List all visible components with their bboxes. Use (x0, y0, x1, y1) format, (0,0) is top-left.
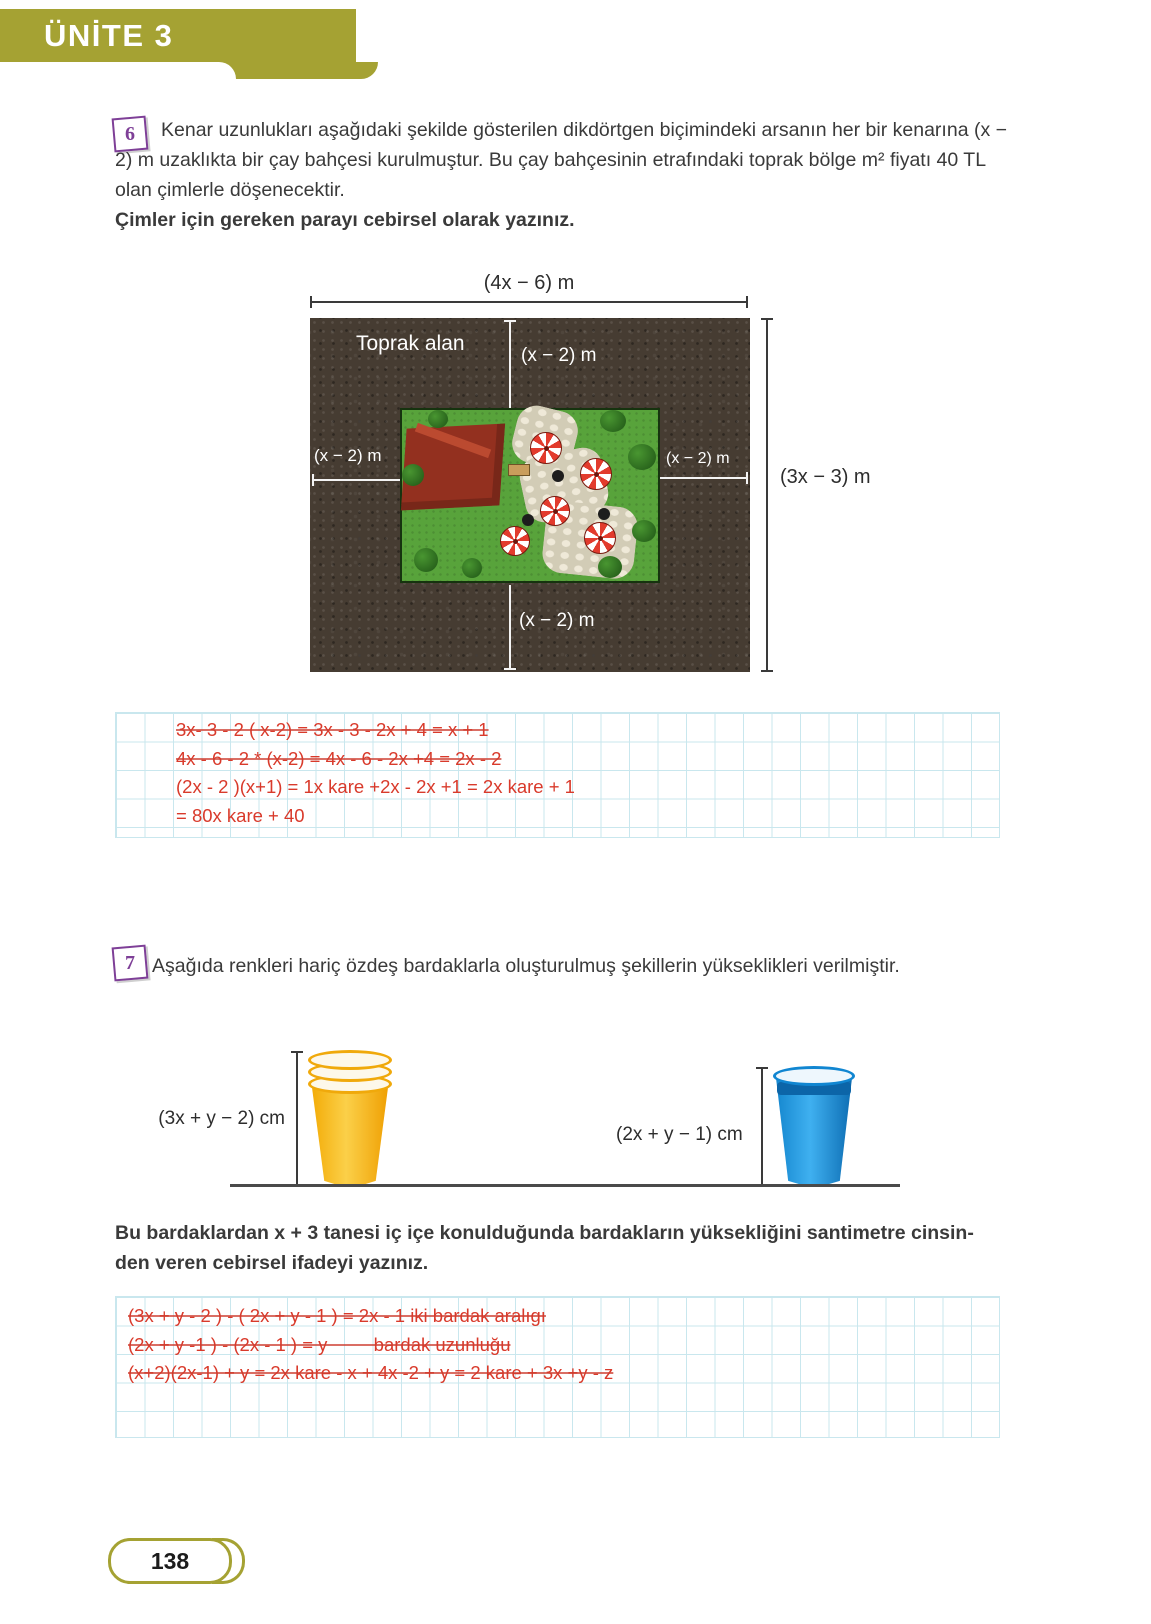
offset-tick (746, 472, 748, 484)
page-number-badge (108, 1538, 232, 1584)
umbrella-icon (580, 458, 612, 490)
offset-left-label: (x − 2) m (314, 446, 382, 465)
dim-tick (746, 296, 748, 308)
yellow-cup-rim (308, 1050, 392, 1070)
offset-tick (504, 320, 516, 322)
bush-icon (462, 558, 482, 578)
handwritten-line: (x+2)(2x-1) + y = 2x kare - x + 4x -2 + y = 2 kare + 3x +y - z (128, 1362, 614, 1383)
offset-top-label: (x − 2) m (521, 345, 597, 366)
dim-right-height-line (766, 318, 768, 672)
soil-label: Toprak alan (356, 332, 465, 355)
offset-bottom-label: (x − 2) m (519, 610, 595, 631)
umbrella-icon (500, 526, 530, 556)
problem7-number-box (112, 945, 149, 982)
offset-top-line (509, 320, 511, 408)
table-icon (598, 508, 610, 520)
dim-top-width-label: (4x − 6) m (483, 272, 575, 294)
problem7-question-line2: den veren cebirsel ifadeyi yazınız. (115, 1252, 429, 1274)
problem7-number: 7 (125, 951, 135, 974)
yellow-cup-body (311, 1080, 389, 1184)
blue-cup-measure-line (761, 1067, 763, 1186)
unit-title: ÜNİTE 3 (44, 18, 174, 53)
problem6-number: 6 (125, 122, 135, 145)
bench-icon (508, 464, 530, 476)
bush-icon (632, 520, 656, 542)
problem7-question-line1: Bu bardaklardan x + 3 tanesi iç içe konulduğunda bardakların yüksekliğini santimetre cinsin- (115, 1222, 974, 1244)
bush-icon (402, 464, 424, 486)
tea-garden-illustration (400, 408, 660, 583)
grid-worksheet-1 (115, 712, 1000, 838)
table-icon (552, 470, 564, 482)
page-number: 138 (150, 1547, 190, 1574)
umbrella-icon (540, 496, 570, 526)
yellow-stack-measure-line (296, 1051, 298, 1186)
offset-bottom-line (509, 585, 511, 670)
dim-tick (756, 1067, 768, 1069)
blue-cup-rim (773, 1066, 855, 1086)
handwritten-line: (2x + y -1 ) - (2x - 1 ) = y bardak uzunluğu (128, 1333, 511, 1355)
dim-tick (291, 1051, 303, 1053)
problem7-intro-text: Aşağıda renkleri hariç özdeş bardaklarla oluşturulmuş şekillerin yükseklikleri verilmiştir. (152, 955, 900, 977)
bush-icon (600, 410, 626, 432)
handwritten-line: (3x + y - 2 ) - ( 2x + y - 1 ) = 2x - 1 iki bardak aralıgı (128, 1305, 546, 1326)
dim-tick (310, 296, 312, 308)
bush-icon (428, 410, 448, 428)
bush-icon (414, 548, 438, 572)
problem6-body-text: Kenar uzunlukları aşağıdaki şekilde gösterilen dikdörtgen biçimindeki arsanın her bir kenarına (x − 2) m uzaklıkta bir çay bahçesi kurulmuştur. Bu çay bahçesinin etrafındaki toprak bölge m² fiyatı 40 TL olan çimlerle döşenecektir. (115, 119, 1008, 201)
handwritten-line: 3x- 3 - 2 ( x-2) = 3x - 3 - 2x + 4 = x + 1 (176, 719, 489, 740)
bush-icon (628, 444, 656, 470)
dim-tick (761, 318, 773, 320)
table-icon (522, 514, 534, 526)
blue-cup-height-label: (2x + y − 1) cm (616, 1124, 743, 1145)
problem6-question-text: Çimler için gereken parayı cebirsel olarak yazınız. (115, 209, 575, 231)
umbrella-icon (584, 522, 616, 554)
dim-right-height-label: (3x − 3) m (780, 466, 871, 488)
yellow-stack-height-label: (3x + y − 2) cm (158, 1108, 285, 1129)
handwritten-line: (2x - 2 )(x+1) = 1x kare +2x - 2x +1 = 2x kare + 1 (176, 776, 575, 797)
grid-worksheet-2 (115, 1296, 1000, 1438)
umbrella-icon (530, 432, 562, 464)
bush-icon (598, 556, 622, 578)
unit-header-band-curve (0, 62, 236, 79)
ground-baseline (230, 1184, 900, 1187)
offset-left-line (312, 479, 400, 481)
dim-tick (761, 670, 773, 672)
offset-right-line (660, 477, 748, 479)
offset-tick (312, 474, 314, 486)
handwritten-line: 4x - 6 - 2 * (x-2) = 4x - 6 - 2x +4 = 2x - 2 (176, 747, 502, 769)
dim-top-width-line (310, 301, 748, 303)
yellow-cup-stack (308, 1050, 392, 1186)
handwritten-line: = 80x kare + 40 (176, 804, 305, 826)
blue-cup (773, 1066, 855, 1186)
offset-tick (504, 668, 516, 670)
offset-right-label: (x − 2) m (666, 450, 730, 467)
